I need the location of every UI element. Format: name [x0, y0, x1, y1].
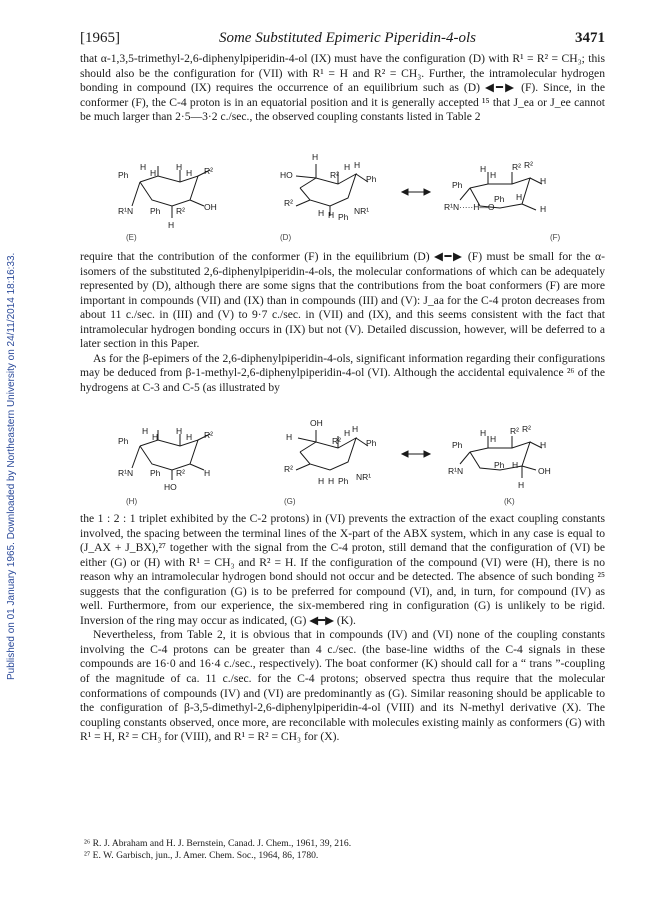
figure-structures-hgk [80, 414, 605, 508]
label-d: (D) [280, 233, 292, 242]
e-h-1: H [140, 162, 147, 172]
paragraph-1: that α-1,3,5-trimethyl-2,6-diphenylpiperidin-4-ol (IX) must have the configuration (D) with R¹ = R² = CH₃; this should also be the configuration for (VII) with R¹ = H and R² = CH₃. Further, the intramolecular hydrogen bonding in compound (IX) requires the occurrence of an equilibrium such as (D) ◀━▶ (F). Since, in the conformer (F), the C-4 proton is in an equatorial position and it is generally accepted ¹⁵ that J_ea or J_ee cannot be much larger than 2·5—3·2 c./sec., the observed coupling constants listed in Table 2 [80, 52, 605, 124]
f-h-2: H [490, 170, 497, 180]
g-h-1: H [286, 432, 293, 442]
k-ph-2: Ph [494, 460, 505, 470]
d-nr1: NR¹ [354, 206, 370, 216]
structures-edf-drawing [80, 148, 605, 246]
h-h-4: H [186, 432, 193, 442]
k-h-4: H [512, 460, 519, 470]
d-r2-1: R² [330, 170, 339, 180]
e-h-4: H [186, 168, 193, 178]
structure-e [132, 166, 210, 218]
paragraph-3: As for the β-epimers of the 2,6-diphenylpiperidin-4-ols, significant information regarding their configurations may be deduced from β-1-methyl-2,6-diphenylpiperidin-4-ol (VI). Although the accidental equivalence ²⁶ of the hydrogens at C-3 and C-5 (as illustrated by [80, 351, 605, 394]
h-h-5: H [204, 468, 211, 478]
f-h-3: H [540, 176, 547, 186]
f-ph-1: Ph [452, 180, 463, 190]
d-h-4: H [318, 208, 325, 218]
d-ph-2: Ph [338, 212, 349, 222]
h-r2-1: R² [204, 430, 213, 440]
k-r1n: R¹N [448, 466, 464, 476]
e-ph-2: Ph [150, 206, 161, 216]
e-h-3: H [176, 162, 183, 172]
f-h-4: H [516, 192, 523, 202]
structures-hgk-drawing [80, 414, 605, 508]
e-r1n: R¹N [118, 206, 134, 216]
header-page-number: 3471 [574, 30, 605, 46]
download-notice-sidebar [6, 160, 20, 680]
label-k: (K) [504, 497, 515, 506]
e-r2-1: R² [204, 166, 213, 176]
d-h-5: H [328, 210, 335, 220]
h-ph-2: Ph [150, 468, 161, 478]
f-ph-2: Ph [494, 194, 505, 204]
paragraph-5: Nevertheless, from Table 2, it is obvious that in compounds (IV) and (VI) none of the coupling constants involving the C-4 protons can be greater than 4 c./sec. (the base-line widths of the C-4 signals in these compounds are 16·0 and 16·4 c./sec., respectively). The boat conformer (K) should call for a “ trans ”-coupling of the magnitude of ca. 11 c./sec. for the C-4 protons; observed spectra thus require that the molecular conformations of compounds (IV) and (VI) are predominantly as (G). Similar reasoning should be applicable to the configuration of β-3,5-dimethyl-2,6-diphenylpiperidin-4-ol (VIII) and its N-methyl derivative (X). The coupling constants observed, once more, are reconcilable with molecules existing mainly as conformers (G) with R¹ = H, R² = CH₃ for (VIII), and R¹ = R² = CH₃ for (X). [80, 628, 605, 744]
h-r1n: R¹N [118, 468, 134, 478]
label-e: (E) [126, 233, 137, 242]
d-r2-2: R² [284, 198, 293, 208]
structure-h [132, 430, 210, 480]
h-r2-2: R² [176, 468, 185, 478]
g-ph-1: Ph [366, 438, 377, 448]
text-block-3 [80, 512, 605, 745]
g-h-2: H [344, 428, 351, 438]
footnote-26: ²⁶ R. J. Abraham and H. J. Bernstein, Canad. J. Chem., 1961, 39, 216. [84, 838, 352, 849]
k-h-3: H [540, 440, 547, 450]
g-r2-2: R² [284, 464, 293, 474]
header-year: [1965] [80, 30, 120, 46]
k-h-5: H [518, 480, 525, 490]
e-h-5: H [168, 220, 175, 230]
footnotes [80, 838, 605, 862]
e-oh: OH [204, 202, 217, 212]
k-r2-1: R² [510, 426, 519, 436]
h-h-2: H [152, 432, 159, 442]
k-oh: OH [538, 466, 551, 476]
structure-k [460, 436, 542, 478]
label-f: (F) [550, 233, 561, 242]
text-block-1 [80, 52, 605, 125]
download-notice-text: Published on 01 January 1965. Downloaded by Northeastern University on 24/11/2014 18:16:33. [6, 252, 17, 680]
g-ph-2: Ph [338, 476, 349, 486]
page-header [80, 30, 605, 48]
equilibrium-arrow-1 [402, 189, 430, 195]
d-h-3: H [354, 160, 361, 170]
g-h-3: H [352, 424, 359, 434]
g-nr1: NR¹ [356, 472, 372, 482]
d-h-2: H [344, 162, 351, 172]
f-h-1: H [480, 164, 487, 174]
equilibrium-arrow-2 [402, 451, 430, 457]
k-h-2: H [490, 434, 497, 444]
text-block-2 [80, 250, 605, 395]
figure-structures-edf [80, 148, 605, 246]
paragraph-4: the 1 : 2 : 1 triplet exhibited by the C-2 protons) in (VI) prevents the extraction of the exact coupling constants involved, the spacing between the terminal lines of the X-part of the ABX system, which in any case is equal to (J_AX + J_BX),²⁷ together with the signal from the C-4 proton, still demand that the configuration of (VI) be either (G) or (H) with R¹ = CH₃ and R² = H. If the configuration of the compound (VI) were (H), there is no reason why an intramolecular hydrogen bond should not occur and be detected. The absence of such bonding ²⁵ suggests that the configuration (G) is to be preferred for compound (VI), and, in turn, for compound (IV) as well. Furthermore, from our experience, the six-membered ring in configuration (G) is unlikely to be rigid. Inversion of the ring may occur as indicated, (G) ◀━▶ (K). [80, 512, 605, 627]
f-r2-1: R² [512, 162, 521, 172]
h-h-1: H [142, 426, 149, 436]
f-h-5: H [540, 204, 547, 214]
g-h-5: H [328, 476, 335, 486]
h-h-3: H [176, 426, 183, 436]
label-g: (G) [284, 497, 296, 506]
h-ho: HO [164, 482, 177, 492]
f-r2-2: R² [524, 160, 533, 170]
label-h: (H) [126, 497, 138, 506]
d-h-1: H [312, 152, 319, 162]
g-oh: OH [310, 418, 323, 428]
d-ho: HO [280, 170, 293, 180]
h-ph-1: Ph [118, 436, 129, 446]
e-r2-2: R² [176, 206, 185, 216]
k-h-1: H [480, 428, 487, 438]
g-h-4: H [318, 476, 325, 486]
e-ph-1: Ph [118, 170, 129, 180]
k-ph-1: Ph [452, 440, 463, 450]
k-r2-2: R² [522, 424, 531, 434]
paragraph-2: require that the contribution of the conformer (F) in the equilibrium (D) ◀━▶ (F) must be small for the α-isomers of the substituted 2,6-diphenylpiperidin-4-ols, the molecular conformations of which can be adequately represented by (D), although there are some signs that the contributions from the boat conformers (F) are more important in compounds (VII) and (IX) than in compounds (III) and (V): J_aa for the C-4 proton decreases from about 11 c./sec. in (III) and (V) to 9·7 c./sec. in (VII) and (IX), and this seems consistent with the fact that intramolecular hydrogen bonding occurs in (IX) but not (V). Detailed discussion, however, will be deferred to a later section in this Paper. [80, 250, 605, 351]
header-title: Some Substituted Epimeric Piperidin-4-ols [218, 30, 477, 46]
footnote-27: ²⁷ E. W. Garbisch, jun., J. Amer. Chem. Soc., 1964, 86, 1780. [84, 850, 319, 861]
f-r1n-dots: R¹N·····H—O [444, 202, 495, 212]
g-r2-1: R² [332, 436, 341, 446]
e-h-2: H [150, 168, 157, 178]
d-ph-1: Ph [366, 174, 377, 184]
